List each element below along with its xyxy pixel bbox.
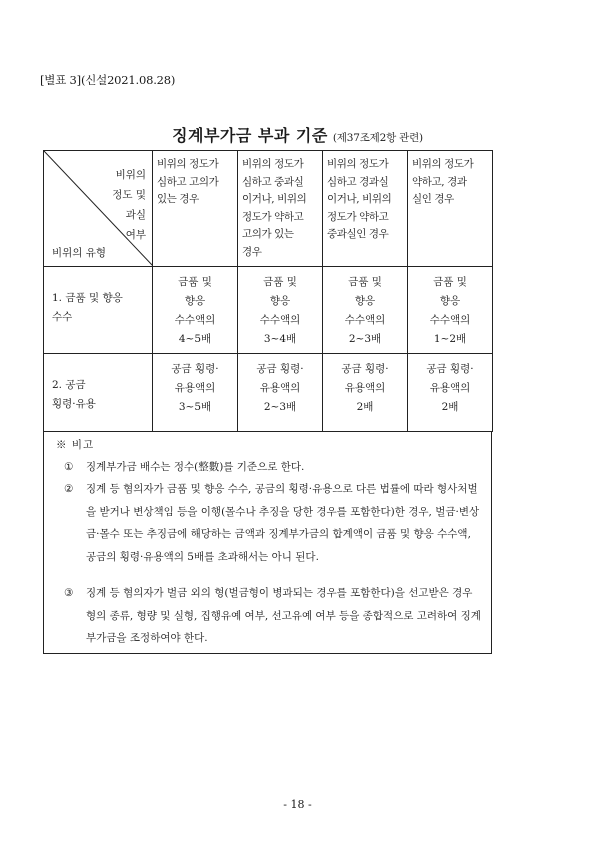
note-number: ①	[64, 461, 74, 473]
note-item	[64, 582, 484, 650]
table-cell: 금품 및 향응 수수액의 1~2배	[408, 267, 493, 354]
penalty-table	[43, 150, 493, 432]
annex-label: [별표 3](신설2021.08.28)	[40, 73, 176, 87]
column-header: 비위의 정도가 심하고 경과실 이거나, 비위의 정도가 약하고 중과실인 경우	[323, 151, 408, 267]
table-row	[44, 267, 493, 354]
table-header-row	[44, 151, 493, 267]
corner-top-label: 비위의 정도 및 과실 여부	[112, 169, 146, 241]
table-row	[44, 354, 493, 432]
notes-title: ※ 비고	[56, 439, 95, 451]
table-cell: 공금 횡령· 유용액의 2~3배	[238, 354, 323, 432]
note-item	[64, 456, 484, 479]
note-item	[64, 478, 484, 568]
table-cell: 금품 및 향응 수수액의 3~4배	[238, 267, 323, 354]
corner-bottom-label: 비위의 유형	[52, 247, 107, 259]
note-text: 징계 등 혐의자가 금품 및 향응 수수, 공금의 횡령·유용으로 다른 법률에 따라 형사처벌을 받거나 변상책임 등을 이행(몰수나 추징을 당한 경우를 포함한다)한 경우, 벌금·변상금·몰수 또는 추징금에 해당하는 금액과 징계부가금의 합계액이 금품 및 향응 수수액, 공금의 횡령·유용액의 5배를 초과해서는 아니 된다.	[86, 483, 480, 563]
column-header: 비위의 정도가 심하고 중과실 이거나, 비위의 정도가 약하고 고의가 있는 경우	[238, 151, 323, 267]
corner-cell	[44, 151, 153, 267]
notes-box	[43, 432, 492, 654]
table-cell: 금품 및 향응 수수액의 4~5배	[153, 267, 238, 354]
page-title: 징계부가금 부과 기준	[172, 126, 328, 145]
column-header: 비위의 정도가 심하고 고의가 있는 경우	[153, 151, 238, 267]
note-text: 징계부가금 배수는 정수(整數)를 기준으로 한다.	[86, 461, 305, 473]
table-cell: 금품 및 향응 수수액의 2~3배	[323, 267, 408, 354]
column-header: 비위의 정도가 약하고, 경과 실인 경우	[408, 151, 493, 267]
note-number: ②	[64, 483, 74, 495]
title-block	[0, 123, 595, 146]
title-note: (제37조제2항 관련)	[332, 132, 423, 144]
note-text: 징계 등 혐의자가 벌금 외의 형(벌금형이 병과되는 경우를 포함한다)을 선고받은 경우 형의 종류, 형량 및 실형, 집행유예 여부, 선고유예 여부 등을 종합적으로 고려하여 징계부가금을 조정하여야 한다.	[86, 587, 481, 644]
table-cell: 공금 횡령· 유용액의 3~5배	[153, 354, 238, 432]
page-number: - 18 -	[283, 798, 312, 811]
table-cell: 공금 횡령· 유용액의 2배	[323, 354, 408, 432]
row-label: 2. 공금 횡령·유용	[44, 354, 153, 432]
row-label: 1. 금품 및 향응 수수	[44, 267, 153, 354]
table-cell: 공금 횡령· 유용액의 2배	[408, 354, 493, 432]
note-number: ③	[64, 587, 74, 599]
